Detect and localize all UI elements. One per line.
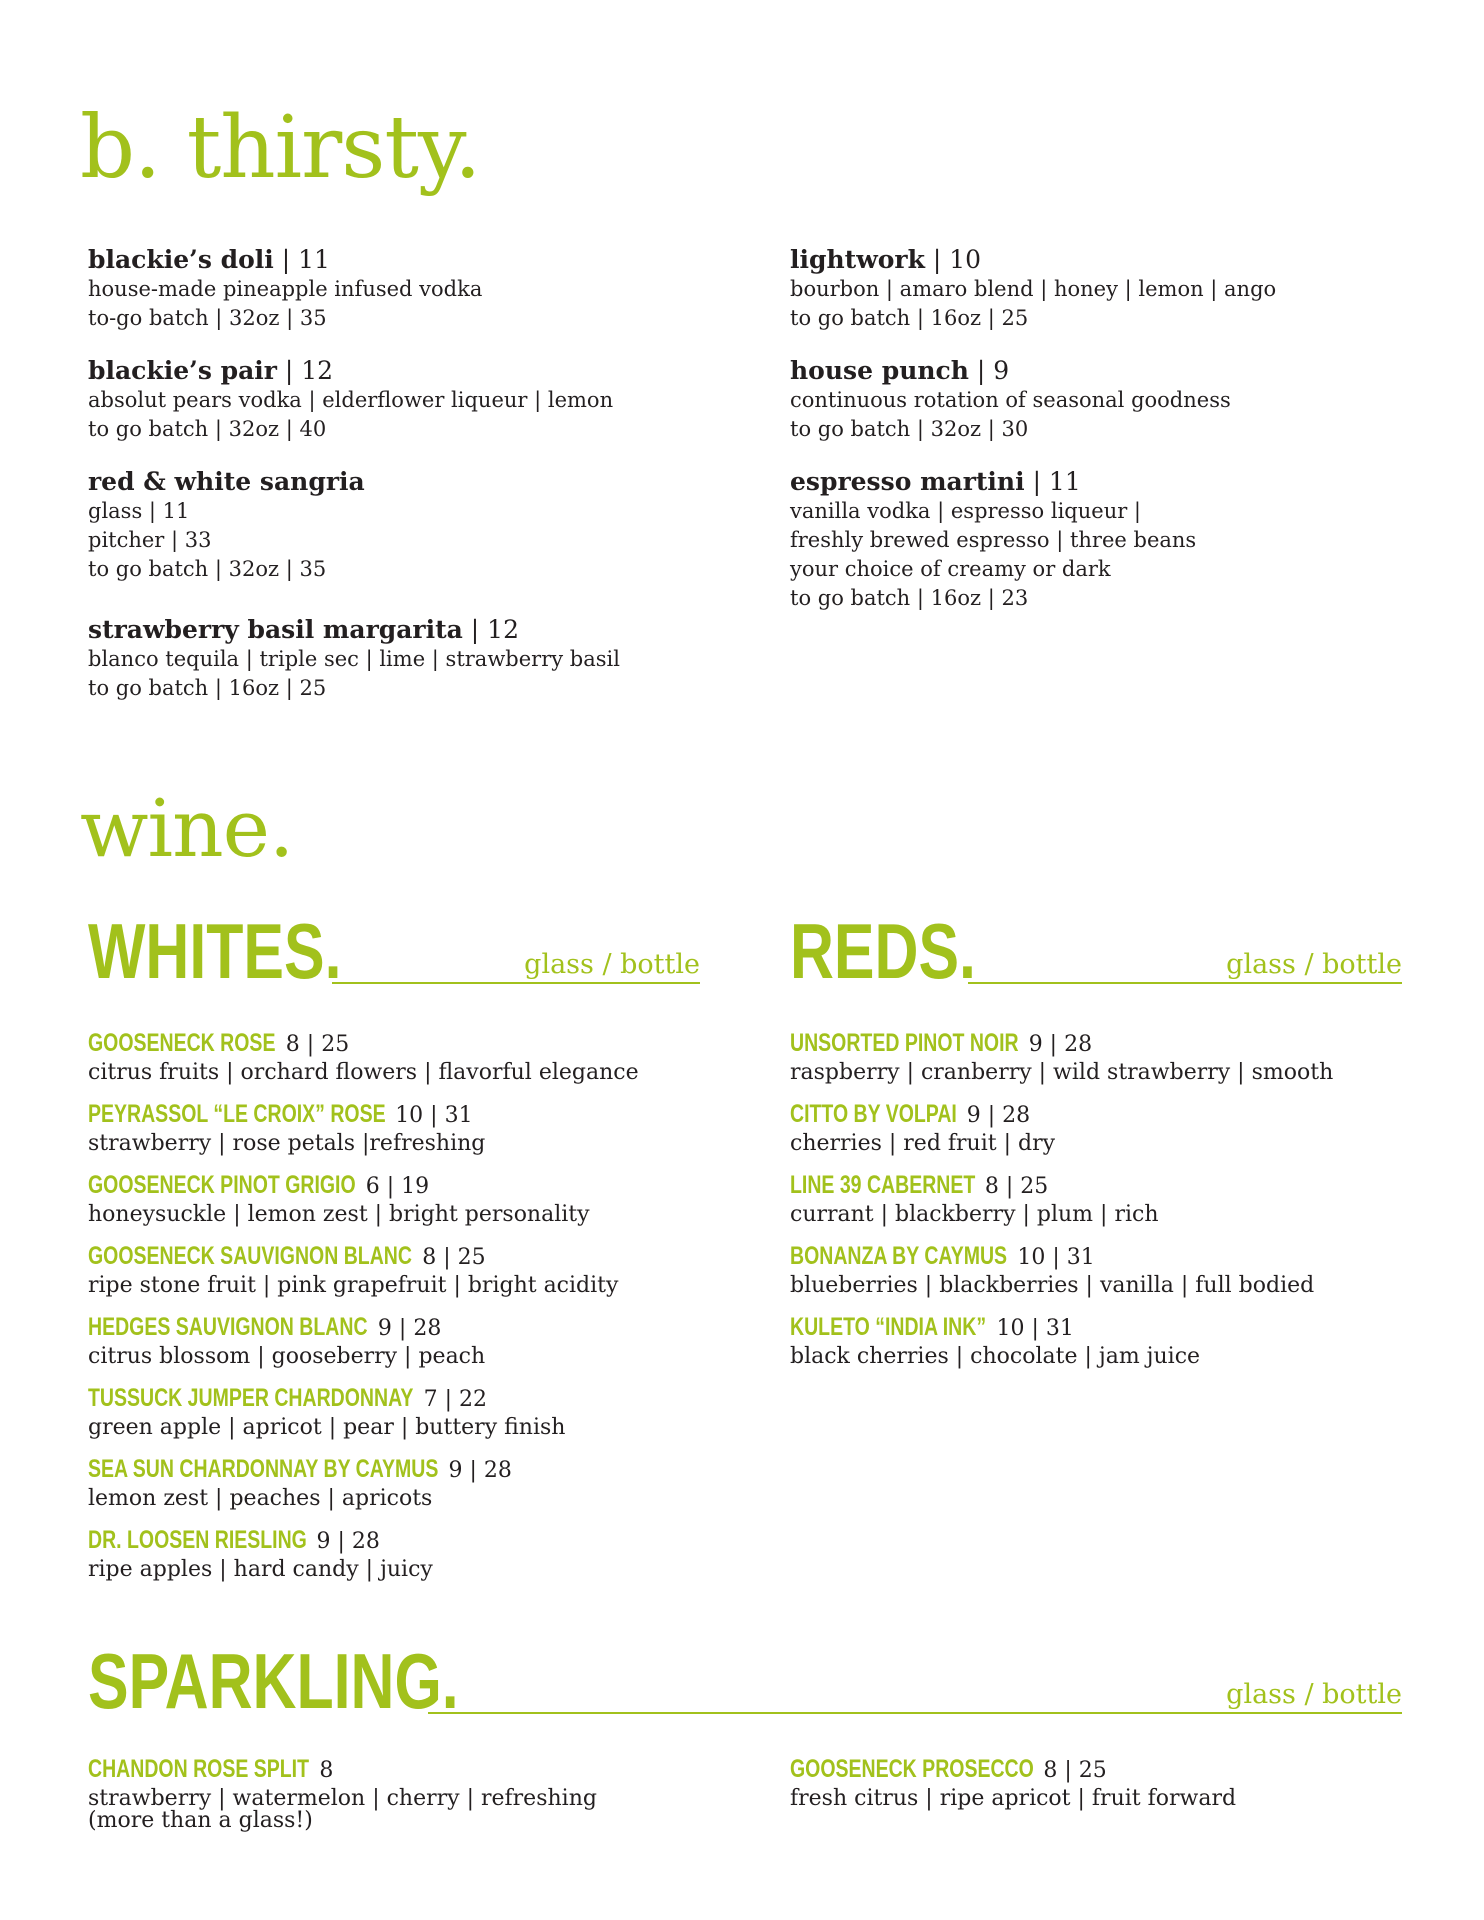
wine-price: 8 | 25 [1043,1758,1107,1783]
wine-notes: currant | blackberry | plum | rich [790,1202,1159,1227]
whites-divider [332,982,700,984]
item-description: blanco tequila | triple sec | lime | strawberry basil [88,647,620,671]
sparkling-heading: SPARKLING. [88,1637,459,1725]
wine-item [88,1454,728,1511]
wine-price: 10 | 31 [996,1316,1074,1341]
wine-name: GOOSENECK PINOT GRIGIO [88,1171,356,1199]
item-name: strawberry basil margarita [88,615,463,644]
wine-notes: raspberry | cranberry | wild strawberry | smooth [790,1060,1334,1085]
menu-item [88,614,768,703]
menu-item [790,355,1470,444]
item-description: house-made pineapple infused vodka [88,277,483,301]
item-description: bourbon | amaro blend | honey | lemon | ango [790,277,1277,301]
wine-notes-extra: (more than a glass!) [88,1808,313,1833]
sparkling-divider [428,1712,1402,1714]
item-price: | 12 [470,615,519,644]
whites-glass-bottle-label: glass / bottle [524,949,700,980]
wine-item [88,1241,728,1298]
item-price: | 11 [1032,467,1081,496]
wine-price: 10 | 31 [1017,1245,1095,1270]
wine-name: PEYRASSOL “LE CROIX” ROSE [88,1100,386,1128]
wine-item [790,1028,1430,1085]
menu-item [790,244,1470,333]
item-description: absolut pears vodka | elderflower liqueur | lemon [88,388,614,412]
item-description: to go batch | 32oz | 30 [790,417,1029,441]
wine-notes: cherries | red fruit | dry [790,1131,1056,1156]
wine-name: GOOSENECK SAUVIGNON BLANC [88,1242,412,1270]
item-description: to go batch | 16oz | 25 [88,676,327,700]
menu-item [88,244,768,333]
wine-name: CHANDON ROSE SPLIT [88,1755,310,1783]
wine-notes: strawberry | watermelon | cherry | refreshing [88,1786,597,1811]
wine-name: GOOSENECK PROSECCO [790,1755,1034,1783]
wine-name: TUSSUCK JUMPER CHARDONNAY [88,1384,414,1412]
wine-name: KULETO “INDIA INK” [790,1313,987,1341]
item-price: | 12 [284,356,334,385]
wine-item [790,1754,1430,1811]
wine-item [790,1241,1430,1298]
wine-name: DR. LOOSEN RIESLING [88,1526,307,1554]
item-description: to go batch | 16oz | 23 [790,586,1029,610]
wine-notes: fresh citrus | ripe apricot | fruit forward [790,1786,1237,1811]
menu-item [790,466,1470,613]
item-name: lightwork [790,245,925,274]
reds-divider [968,982,1402,984]
wine-price: 6 | 19 [365,1174,430,1199]
item-price: | 11 [281,245,330,274]
wine-price: 8 | 25 [422,1245,486,1270]
wine-name: LINE 39 CABERNET [790,1171,976,1199]
menu-item [88,466,768,584]
reds-list [790,1028,1430,1383]
wine-price: 9 | 28 [966,1103,1031,1128]
wine-price: 9 | 28 [1028,1032,1093,1057]
item-description: glass | 11 [88,499,190,523]
wine-price: 9 | 28 [377,1316,442,1341]
menu-item [88,355,768,444]
wine-price: 10 | 31 [395,1103,473,1128]
item-description: continuous rotation of seasonal goodness [790,388,1231,412]
item-name: blackie’s pair [88,356,277,385]
wine-item [88,1383,728,1440]
wine-item [790,1312,1430,1369]
item-price: | 9 [976,356,1010,385]
wine-notes: ripe stone fruit | pink grapefruit | bright acidity [88,1273,619,1298]
reds-header [790,900,1402,995]
item-name: espresso martini [790,467,1025,496]
item-description: to-go batch | 32oz | 35 [88,306,327,330]
sparkling-right [790,1754,1430,1825]
section-title-thirsty: b. thirsty. [80,98,481,198]
wine-item [88,1028,728,1085]
item-description: pitcher | 33 [88,528,212,552]
wine-notes: citrus blossom | gooseberry | peach [88,1344,486,1369]
wine-notes: lemon zest | peaches | apricots [88,1486,433,1511]
item-name: blackie’s doli [88,245,274,274]
item-name: house punch [790,356,969,385]
wine-notes: ripe apples | hard candy | juicy [88,1557,433,1582]
wine-notes: citrus fruits | orchard flowers | flavorful elegance [88,1060,639,1085]
wine-item [790,1099,1430,1156]
wine-item [88,1312,728,1369]
sparkling-glass-bottle-label: glass / bottle [1226,1679,1402,1710]
wine-name: GOOSENECK ROSE [88,1029,276,1057]
item-description: vanilla vodka | espresso liqueur | [790,499,1142,523]
wine-name: BONANZA BY CAYMUS [790,1242,1008,1270]
wine-name: UNSORTED PINOT NOIR [790,1029,1019,1057]
whites-heading: WHITES. [88,907,342,995]
reds-heading: REDS. [790,907,976,995]
reds-glass-bottle-label: glass / bottle [1226,949,1402,980]
wine-item [88,1170,728,1227]
wine-name: SEA SUN CHARDONNAY BY CAYMUS [88,1455,439,1483]
whites-list [88,1028,728,1596]
wine-price: 8 [319,1758,334,1783]
wine-price: 9 | 28 [448,1458,512,1483]
wine-item [88,1525,728,1582]
wine-price: 8 | 25 [984,1174,1049,1199]
cocktails-left-column [88,244,768,725]
sparkling-left [88,1754,728,1845]
item-description: to go batch | 16oz | 25 [790,306,1029,330]
whites-header [88,900,700,995]
sparkling-header [88,1630,1402,1725]
wine-item [790,1170,1430,1227]
wine-item [88,1754,728,1831]
item-description: your choice of creamy or dark [790,557,1111,581]
wine-price: 8 | 25 [285,1032,350,1057]
wine-name: CITTO BY VOLPAI [790,1100,957,1128]
item-name: red & white sangria [88,467,365,496]
wine-price: 9 | 28 [316,1529,380,1554]
item-price: | 10 [932,245,982,274]
item-description: to go batch | 32oz | 35 [88,557,327,581]
cocktails-right-column [790,244,1470,635]
section-title-wine: wine. [80,782,294,875]
wine-notes: blueberries | blackberries | vanilla | full bodied [790,1273,1315,1298]
wine-notes: honeysuckle | lemon zest | bright personality [88,1202,590,1227]
wine-price: 7 | 22 [423,1387,487,1412]
wine-notes: strawberry | rose petals |refreshing [88,1131,486,1156]
item-description: to go batch | 32oz | 40 [88,417,327,441]
wine-notes: green apple | apricot | pear | buttery finish [88,1415,566,1440]
wine-item [88,1099,728,1156]
wine-notes: black cherries | chocolate | jam juice [790,1344,1201,1369]
wine-name: HEDGES SAUVIGNON BLANC [88,1313,368,1341]
item-description: freshly brewed espresso | three beans [790,528,1197,552]
